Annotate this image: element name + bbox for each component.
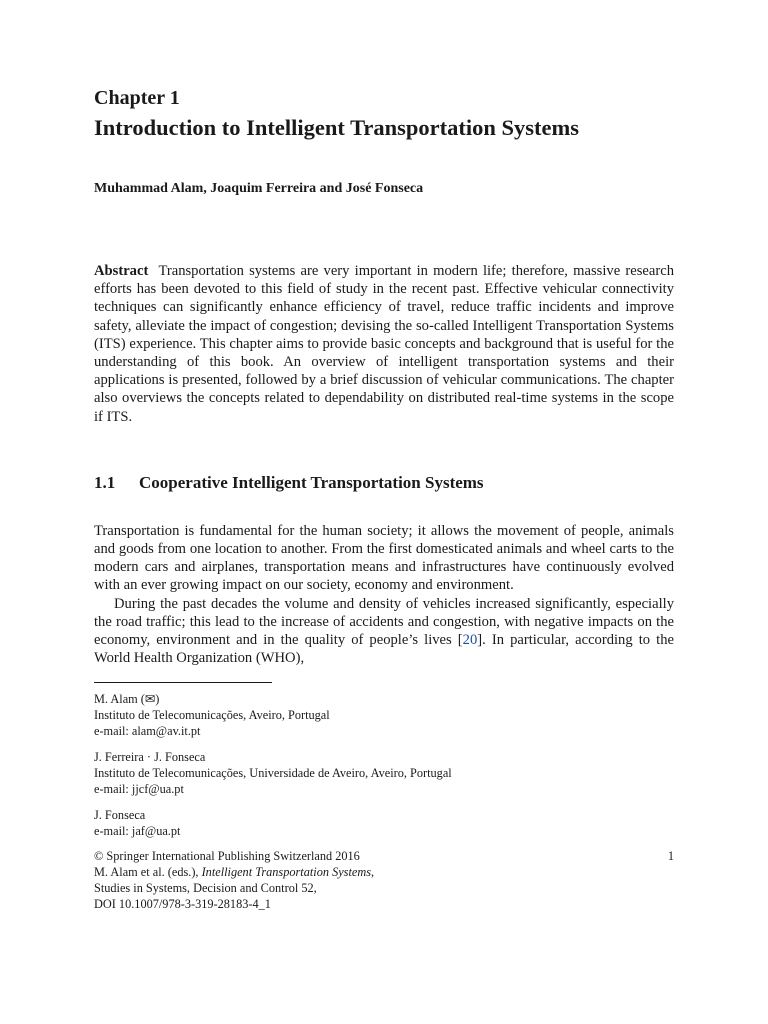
footnote-alam-email: e-mail: alam@av.it.pt <box>94 724 201 739</box>
abstract-text: Transportation systems are very important in modern life; therefore, massive research efforts has been devoted to this field of study in the recent past. Effective vehicular connectivity techniques can significantly enhance efficiency of travel, reduce traffic incidents and improve safety, alleviate the impact of congestion; devising the so-called Intelligent Transportation Systems (ITS) experience. This chapter aims to provide basic concepts and background that is useful for the understanding of this book. An overview of intelligent transportation systems and their applications is presented, followed by a brief discussion of vehicular communications. The chapter also overviews the concepts related to dependability on distributed real-time systems in the scope if ITS. <box>94 263 674 425</box>
series-line: Studies in Systems, Decision and Control 52, <box>94 881 317 896</box>
para2-text-end: ]. In particular, according to the World Health Organization (WHO), <box>94 632 674 667</box>
footnote-ferreira-email: e-mail: jjcf@ua.pt <box>94 782 184 797</box>
footnote-alam <box>94 691 674 739</box>
page-number: 1 <box>667 849 674 864</box>
doi-line: DOI 10.1007/978-3-319-28183-4_1 <box>94 896 271 911</box>
section-heading <box>94 472 674 494</box>
footnote-ferreira-names: J. Ferreira · J. Fonseca <box>94 750 206 765</box>
body-paragraph-2 <box>94 595 674 668</box>
footnote-fonseca-email: e-mail: jaf@ua.pt <box>94 824 181 839</box>
copyright-line: © Springer International Publishing Switzerland 2016 <box>94 849 360 864</box>
footnote-ferreira <box>94 749 674 797</box>
page <box>94 86 674 913</box>
footnote-fonseca-name: J. Fonseca <box>94 808 146 823</box>
section-number: 1.1 <box>94 472 116 492</box>
footnotes <box>94 691 674 839</box>
publication-footer <box>94 849 674 912</box>
footnote-ferreira-affiliation: Instituto de Telecomunicações, Universidade de Aveiro, Aveiro, Portugal <box>94 766 452 781</box>
footnote-alam-name: M. Alam (✉) <box>94 692 160 707</box>
book-title: Intelligent Transportation Systems <box>201 865 372 880</box>
body-paragraph-1: Transportation is fundamental for the human society; it allows the movement of people, animals and goods from one location to another. From the first domesticated animals and wheel carts to the modern cars and airplanes, transportation means and infrastructures have continuously evolved with an ever growing impact on our society, economy and environment. <box>94 522 674 594</box>
para2-text-start: During the past decades the volume and density of vehicles increased significantly, especially the road traffic; this lead to the increase of accidents and congestion, with negative impacts on the economy, environment and in the quality of people’s lives [ <box>94 595 674 649</box>
editors-end: , <box>371 865 375 880</box>
abstract-label: Abstract <box>94 263 149 279</box>
abstract <box>94 262 674 426</box>
chapter-title: Introduction to Intelligent Transportation Systems <box>94 115 580 140</box>
citation-link[interactable]: 20 <box>462 632 478 649</box>
chapter-label: Chapter 1 <box>94 87 180 109</box>
footnote-alam-affiliation: Instituto de Telecomunicações, Aveiro, Portugal <box>94 708 330 723</box>
footnote-fonseca <box>94 807 674 839</box>
footnote-rule <box>94 682 272 683</box>
section-title: Cooperative Intelligent Transportation Systems <box>139 472 484 492</box>
editors-line <box>94 865 674 881</box>
authors: Muhammad Alam, Joaquim Ferreira and José Fonseca <box>94 181 424 196</box>
editors-text: M. Alam et al. (eds.), <box>94 865 202 880</box>
